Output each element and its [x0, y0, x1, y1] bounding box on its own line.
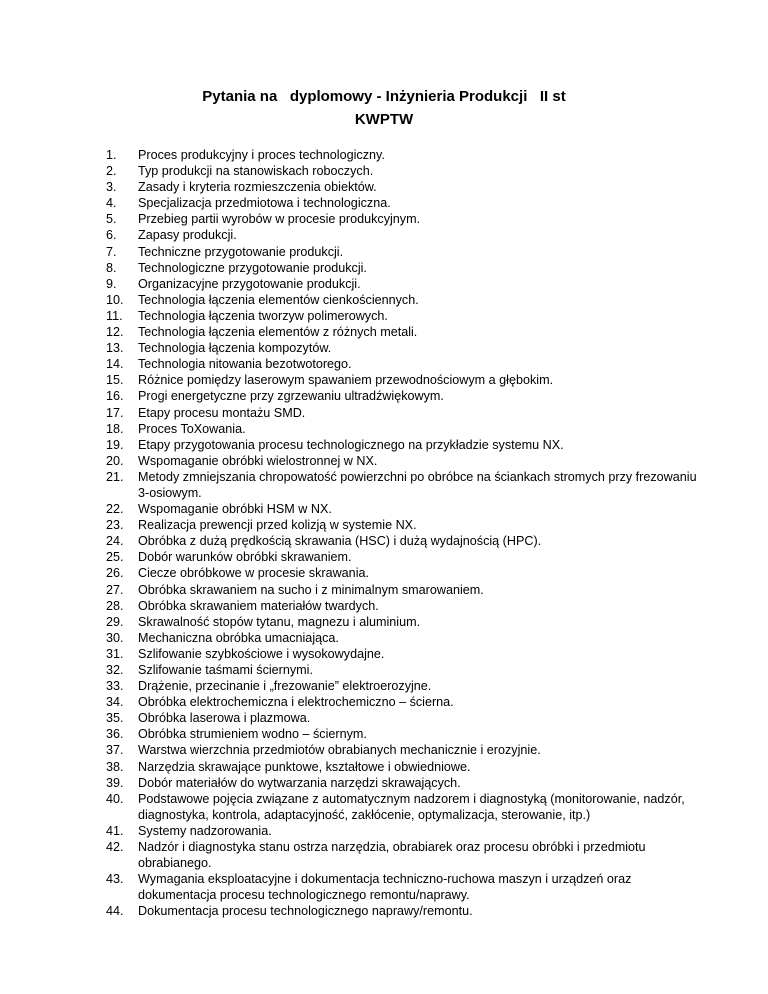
- question-item: [106, 549, 706, 565]
- question-item: [106, 726, 706, 742]
- question-number: 1.: [106, 148, 117, 162]
- question-number: 4.: [106, 196, 117, 211]
- question-text: Obróbka z dużą prędkością skrawania (HSC) i dużą wydajnością (HPC).: [138, 534, 542, 549]
- question-number: 20.: [106, 453, 124, 468]
- question-number: 25.: [106, 550, 124, 565]
- question-number: 26.: [106, 566, 124, 581]
- question-number: 42.: [106, 840, 124, 855]
- question-number: 21.: [106, 469, 124, 484]
- question-number: 34.: [106, 695, 124, 710]
- question-item: [106, 421, 706, 437]
- question-text: Technologia łączenia kompozytów.: [138, 341, 332, 356]
- question-item: [106, 710, 706, 726]
- question-number: 24.: [106, 534, 124, 549]
- question-item: [106, 759, 706, 775]
- document-title: Pytania na dyplomowy - Inżynieria Produkcji II st: [202, 88, 566, 105]
- question-item: [106, 791, 706, 823]
- question-text: Technologia łączenia tworzyw polimerowych.: [138, 308, 388, 323]
- question-text: Typ produkcji na stanowiskach roboczych.: [138, 164, 374, 179]
- question-text: Obróbka skrawaniem na sucho i z minimalnym smarowaniem.: [138, 582, 484, 597]
- question-item: [106, 469, 706, 501]
- question-text: Wspomaganie obróbki wielostronnej w NX.: [138, 453, 378, 468]
- question-number: 19.: [106, 437, 124, 452]
- question-number: 23.: [106, 518, 124, 533]
- question-item: [106, 742, 706, 758]
- question-number: 3.: [106, 180, 117, 195]
- question-number: 32.: [106, 663, 124, 677]
- question-number: 15.: [106, 373, 124, 388]
- question-text: Mechaniczna obróbka umacniająca.: [138, 630, 339, 645]
- question-item: [106, 453, 706, 469]
- question-item: [106, 501, 706, 517]
- question-item: [106, 276, 706, 292]
- question-item: [106, 662, 706, 678]
- question-number: 9.: [106, 276, 117, 291]
- question-item: [106, 244, 706, 260]
- question-item: [106, 405, 706, 421]
- question-item: [106, 598, 706, 614]
- question-item: [106, 163, 706, 179]
- question-item: [106, 630, 706, 646]
- question-text: Podstawowe pojęcia związane z automatycznym nadzorem i diagnostyką (monitorowanie, nadzór, diagnostyka, kontrola, adaptacyjność, zakłócenie, optymalizacja, sterowanie, itp.): [138, 791, 685, 822]
- document-subtitle: KWPTW: [354, 111, 414, 128]
- question-number: 14.: [106, 357, 124, 372]
- question-number: 28.: [106, 598, 124, 613]
- question-text: Technologia nitowania bezotwotorego.: [138, 357, 352, 372]
- question-text: Etapy procesu montażu SMD.: [138, 405, 306, 420]
- questions-list: [106, 147, 706, 920]
- question-number: 41.: [106, 823, 124, 838]
- question-text: Wymagania eksploatacyjne i dokumentacja techniczno-ruchowa maszyn i urządzeń oraz dokumentacja procesu technologicznego remontu/naprawy.: [138, 872, 632, 903]
- question-text: Obróbka elektrochemiczna i elektrochemiczno – ścierna.: [138, 695, 454, 710]
- question-item: [106, 582, 706, 598]
- question-item: [106, 694, 706, 710]
- question-item: [106, 823, 706, 839]
- question-item: [106, 324, 706, 340]
- question-text: Technologiczne przygotowanie produkcji.: [138, 260, 367, 275]
- question-number: 37.: [106, 743, 124, 758]
- question-text: Etapy przygotowania procesu technologicznego na przykładzie systemu NX.: [138, 437, 564, 452]
- question-text: Technologia łączenia elementów z różnych metali.: [138, 325, 418, 340]
- question-item: [106, 388, 706, 404]
- question-number: 6.: [106, 228, 117, 243]
- question-text: Organizacyjne przygotowanie produkcji.: [138, 276, 361, 291]
- question-text: Systemy nadzorowania.: [138, 823, 272, 838]
- question-number: 10.: [106, 292, 124, 307]
- question-number: 40.: [106, 791, 124, 806]
- question-item: [106, 227, 706, 243]
- question-item: [106, 356, 706, 372]
- question-item: [106, 517, 706, 533]
- question-text: Skrawalność stopów tytanu, magnezu i aluminium.: [138, 614, 421, 629]
- question-text: Metody zmniejszania chropowatość powierzchni po obróbce na ściankach stromych przy frezowaniu 3-osiowym.: [138, 469, 697, 500]
- question-text: Specjalizacja przedmiotowa i technologiczna.: [138, 196, 391, 211]
- question-text: Obróbka skrawaniem materiałów twardych.: [138, 598, 379, 613]
- question-item: [106, 372, 706, 388]
- question-item: [106, 533, 706, 549]
- question-item: [106, 179, 706, 195]
- question-text: Proces produkcyjny i proces technologiczny.: [138, 148, 385, 162]
- question-item: [106, 839, 706, 871]
- question-item: [106, 775, 706, 791]
- question-item: [106, 871, 706, 903]
- question-text: Dokumentacja procesu technologicznego naprawy/remontu.: [138, 904, 473, 919]
- question-item: [106, 437, 706, 453]
- question-number: 5.: [106, 212, 117, 227]
- question-number: 8.: [106, 260, 117, 275]
- question-item: [106, 147, 706, 163]
- question-item: [106, 195, 706, 211]
- question-number: 7.: [106, 244, 117, 259]
- question-text: Dobór warunków obróbki skrawaniem.: [138, 550, 352, 565]
- question-number: 39.: [106, 775, 124, 790]
- question-text: Przebieg partii wyrobów w procesie produkcyjnym.: [138, 212, 421, 227]
- question-text: Proces ToXowania.: [138, 421, 246, 436]
- question-item: [106, 565, 706, 581]
- question-item: [106, 211, 706, 227]
- question-item: [106, 678, 706, 694]
- question-number: 16.: [106, 389, 124, 404]
- question-text: Dobór materiałów do wytwarzania narzędzi skrawających.: [138, 775, 461, 790]
- question-text: Zasady i kryteria rozmieszczenia obiektów.: [138, 180, 377, 195]
- question-item: [106, 292, 706, 308]
- question-number: 22.: [106, 502, 124, 517]
- question-number: 11.: [106, 308, 123, 323]
- question-item: [106, 646, 706, 662]
- question-text: Obróbka laserowa i plazmowa.: [138, 711, 311, 726]
- question-text: Zapasy produkcji.: [138, 228, 237, 243]
- question-text: Progi energetyczne przy zgrzewaniu ultradźwiękowym.: [138, 389, 444, 404]
- question-text: Drążenie, przecinanie i „frezowanie” elektroerozyjne.: [138, 679, 432, 694]
- question-text: Szlifowanie szybkościowe i wysokowydajne.: [138, 646, 385, 661]
- question-number: 2.: [106, 164, 117, 179]
- question-number: 35.: [106, 711, 124, 726]
- question-number: 18.: [106, 421, 124, 436]
- question-number: 13.: [106, 341, 124, 356]
- question-number: 27.: [106, 582, 124, 597]
- question-item: [106, 614, 706, 630]
- question-text: Różnice pomiędzy laserowym spawaniem przewodnościowym a głębokim.: [138, 373, 554, 388]
- question-text: Ciecze obróbkowe w procesie skrawania.: [138, 566, 369, 581]
- question-number: 38.: [106, 759, 124, 774]
- question-item: [106, 340, 706, 356]
- question-number: 12.: [106, 325, 124, 340]
- question-number: 29.: [106, 614, 124, 629]
- question-number: 31.: [106, 646, 124, 661]
- question-text: Narzędzia skrawające punktowe, kształtowe i obwiedniowe.: [138, 759, 471, 774]
- question-number: 43.: [106, 872, 124, 887]
- question-item: [106, 903, 706, 919]
- question-text: Warstwa wierzchnia przedmiotów obrabianych mechanicznie i erozyjnie.: [138, 743, 541, 758]
- question-text: Nadzór i diagnostyka stanu ostrza narzędzia, obrabiarek oraz procesu obróbki i przedmiotu obrabianego.: [138, 840, 646, 871]
- question-text: Realizacja prewencji przed kolizją w systemie NX.: [138, 518, 417, 533]
- question-text: Wspomaganie obróbki HSM w NX.: [138, 502, 332, 517]
- question-number: 36.: [106, 727, 124, 742]
- question-number: 17.: [106, 405, 124, 420]
- question-text: Techniczne przygotowanie produkcji.: [138, 244, 344, 259]
- question-text: Obróbka strumieniem wodno – ściernym.: [138, 727, 367, 742]
- question-item: [106, 260, 706, 276]
- question-number: 30.: [106, 630, 124, 645]
- question-text: Szlifowanie taśmami ściernymi.: [138, 663, 313, 677]
- question-number: 44.: [106, 904, 124, 919]
- question-item: [106, 308, 706, 324]
- question-text: Technologia łączenia elementów cienkościennych.: [138, 292, 419, 307]
- question-number: 33.: [106, 679, 124, 694]
